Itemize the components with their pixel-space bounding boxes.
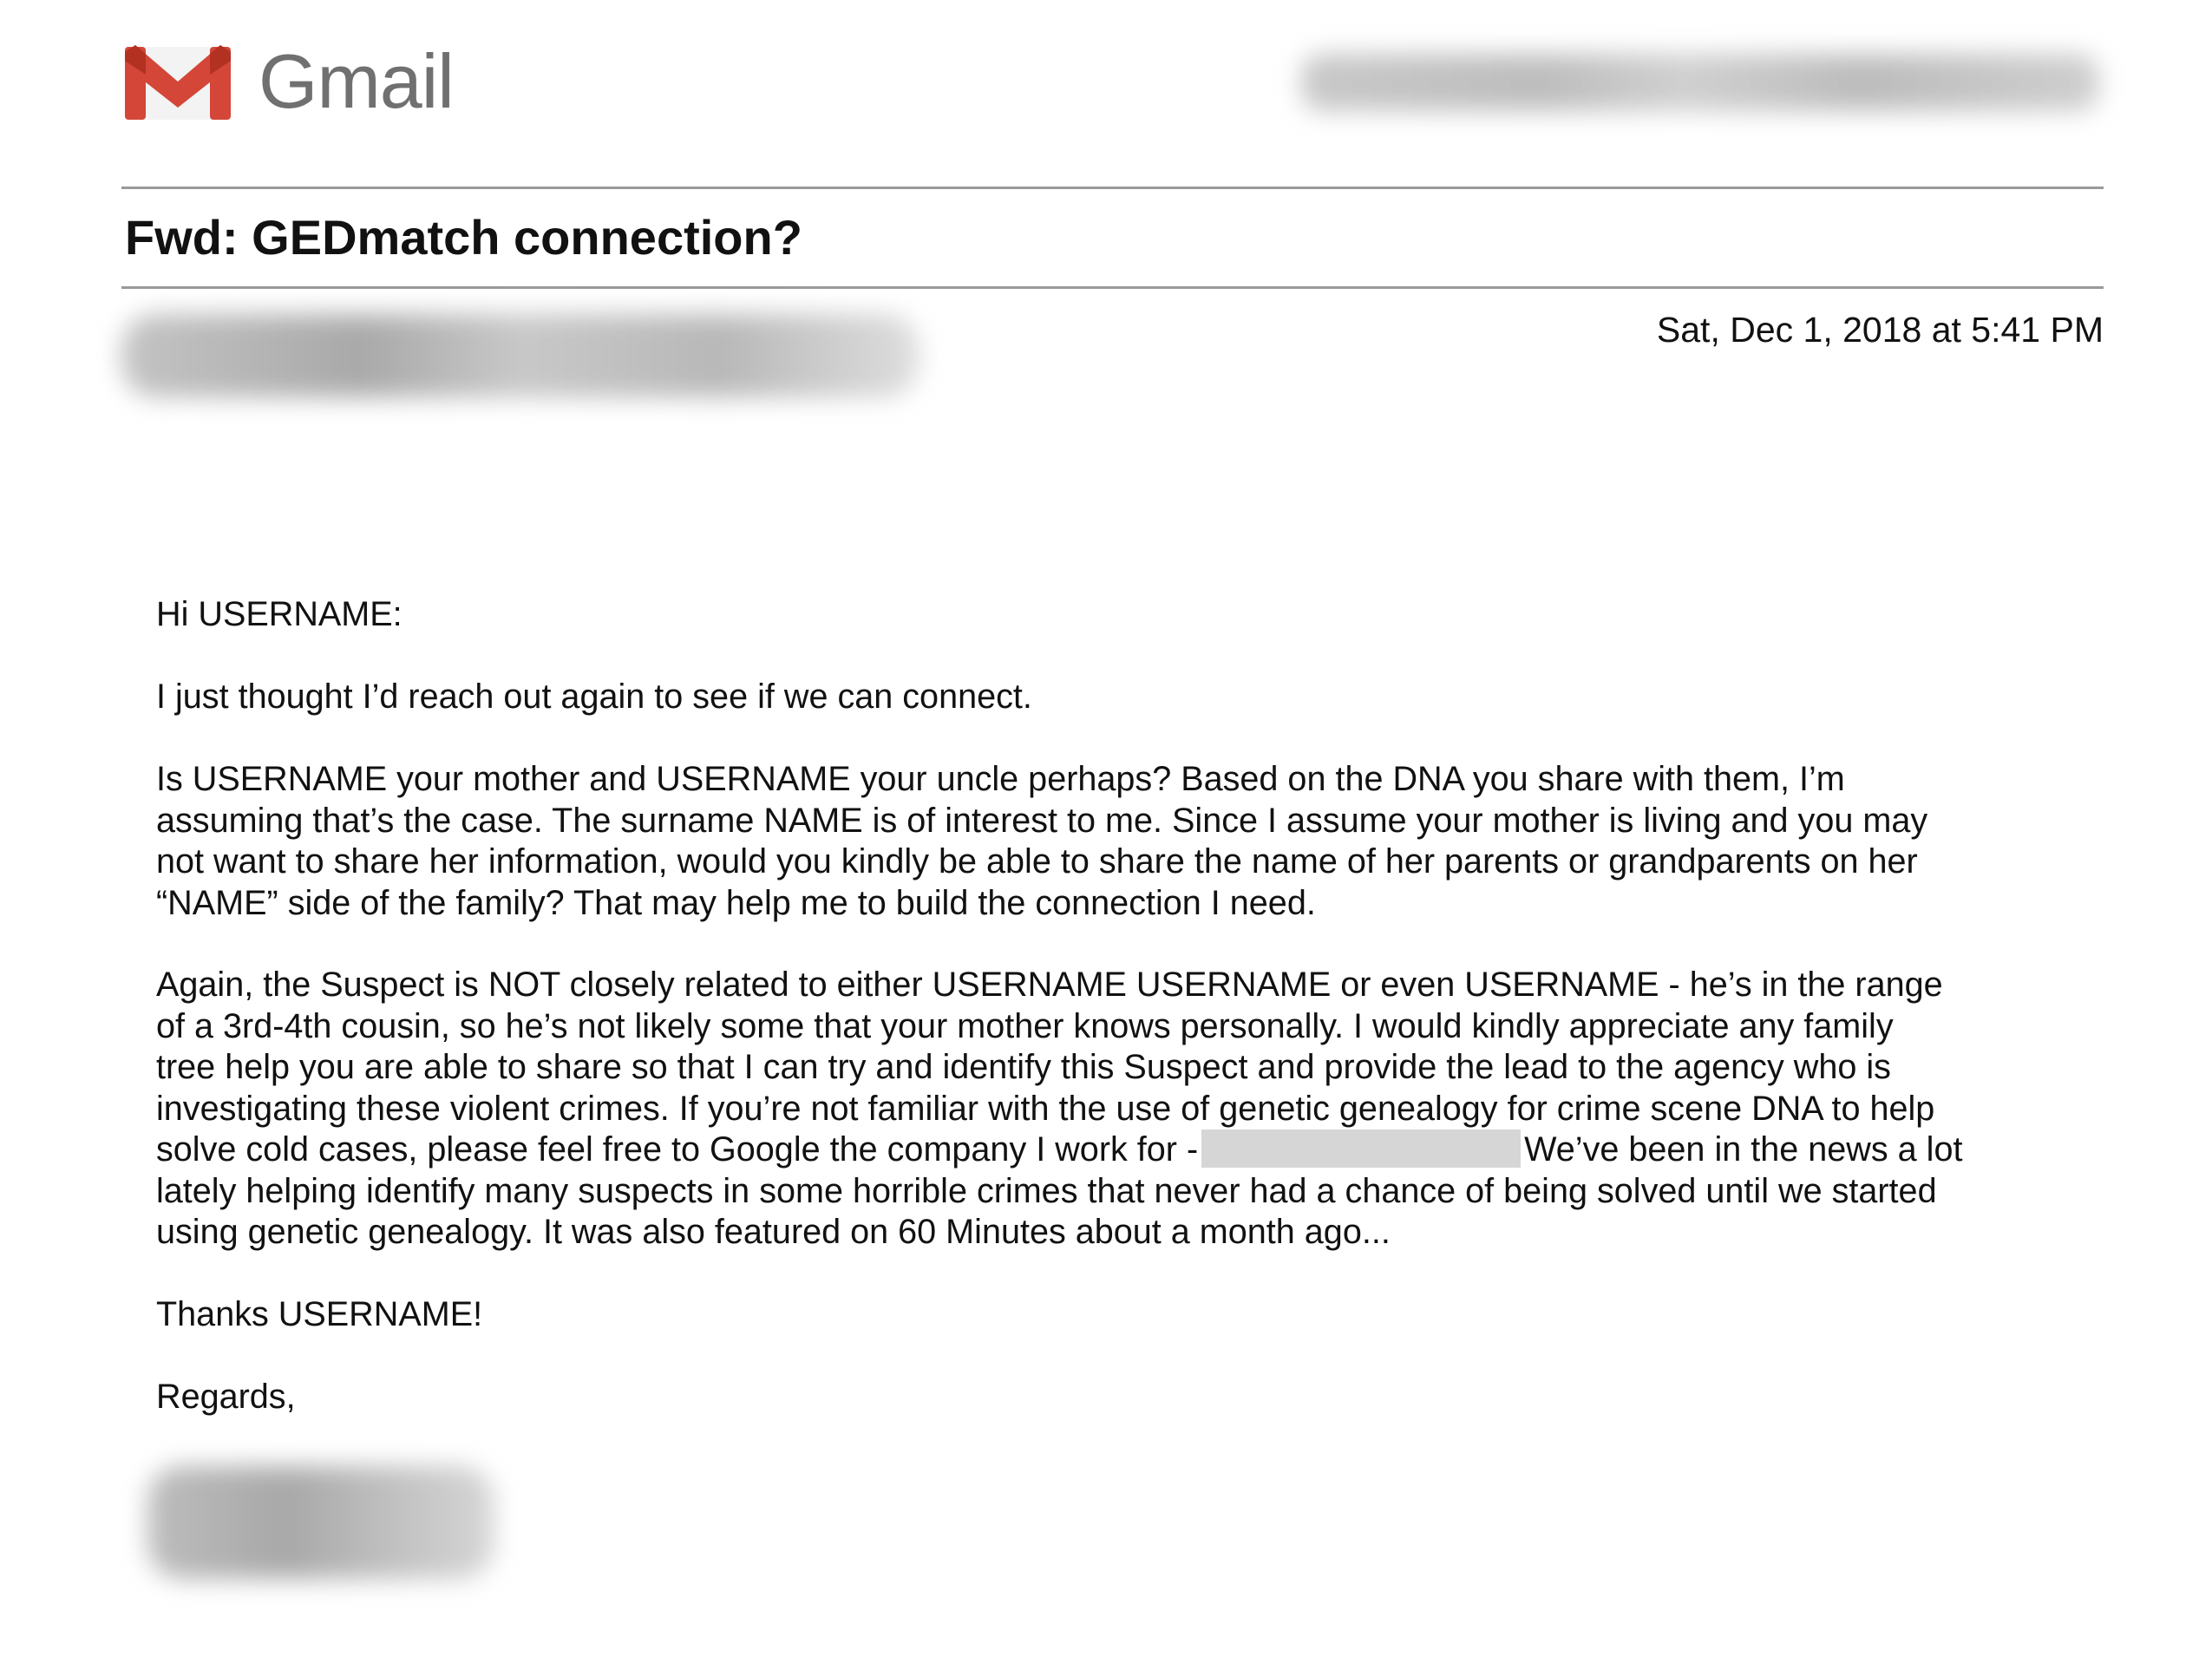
redacted-signature <box>147 1466 494 1579</box>
body-paragraph-mother: Is USERNAME your mother and USERNAME your uncle perhaps? Based on the DNA you share with them, I’m assuming that’s the case. The surname NAME is of interest to me. Since I assume your mother is living and you may not want to share her information, would you kindly be able to share the name of her parents or grandparents on her “NAME” side of the family? That may help me to build the connection I need. <box>156 760 1928 922</box>
redacted-account-info <box>1301 54 2099 111</box>
body-paragraph-suspect-part2: We’ve been in the news a lot lately helping identify many suspects in some horrible crimes that never had a chance of being solved until we started using genetic genealogy. It was also featured on 60 Minutes about a month ago... <box>156 1130 1963 1251</box>
email-subject: Fwd: GEDmatch connection? <box>125 210 802 265</box>
body-paragraph-suspect <box>156 965 1962 1254</box>
redacted-company-name <box>1201 1129 1521 1168</box>
body-paragraph-suspect-part1: Again, the Suspect is NOT closely related to either USERNAME USERNAME or even USERNAME - he’s in the range of a 3rd-4th cousin, so he’s not likely some that your mother knows personally. I would kindly appreciate any family tree help you are able to share so that I can try and identify this Suspect and provide the lead to the agency who is investigating these violent crimes. If you’re not familiar with the use of genetic genealogy for crime scene DNA to help solve cold cases, please feel free to Google the company I work for - <box>156 966 1943 1169</box>
divider-bottom <box>121 286 2104 289</box>
app-name: Gmail <box>259 38 454 124</box>
body-intro: I just thought I’d reach out again to see if we can connect. <box>156 678 1032 716</box>
email-date: Sat, Dec 1, 2018 at 5:41 PM <box>1656 310 2104 350</box>
body-closing: Regards, <box>156 1378 296 1416</box>
gmail-envelope-icon <box>121 40 234 123</box>
redacted-sender <box>121 314 919 397</box>
gmail-logo[interactable] <box>121 38 454 125</box>
body-thanks: Thanks USERNAME! <box>156 1295 483 1333</box>
divider-top <box>121 187 2104 189</box>
body-greeting: Hi USERNAME: <box>156 595 402 633</box>
